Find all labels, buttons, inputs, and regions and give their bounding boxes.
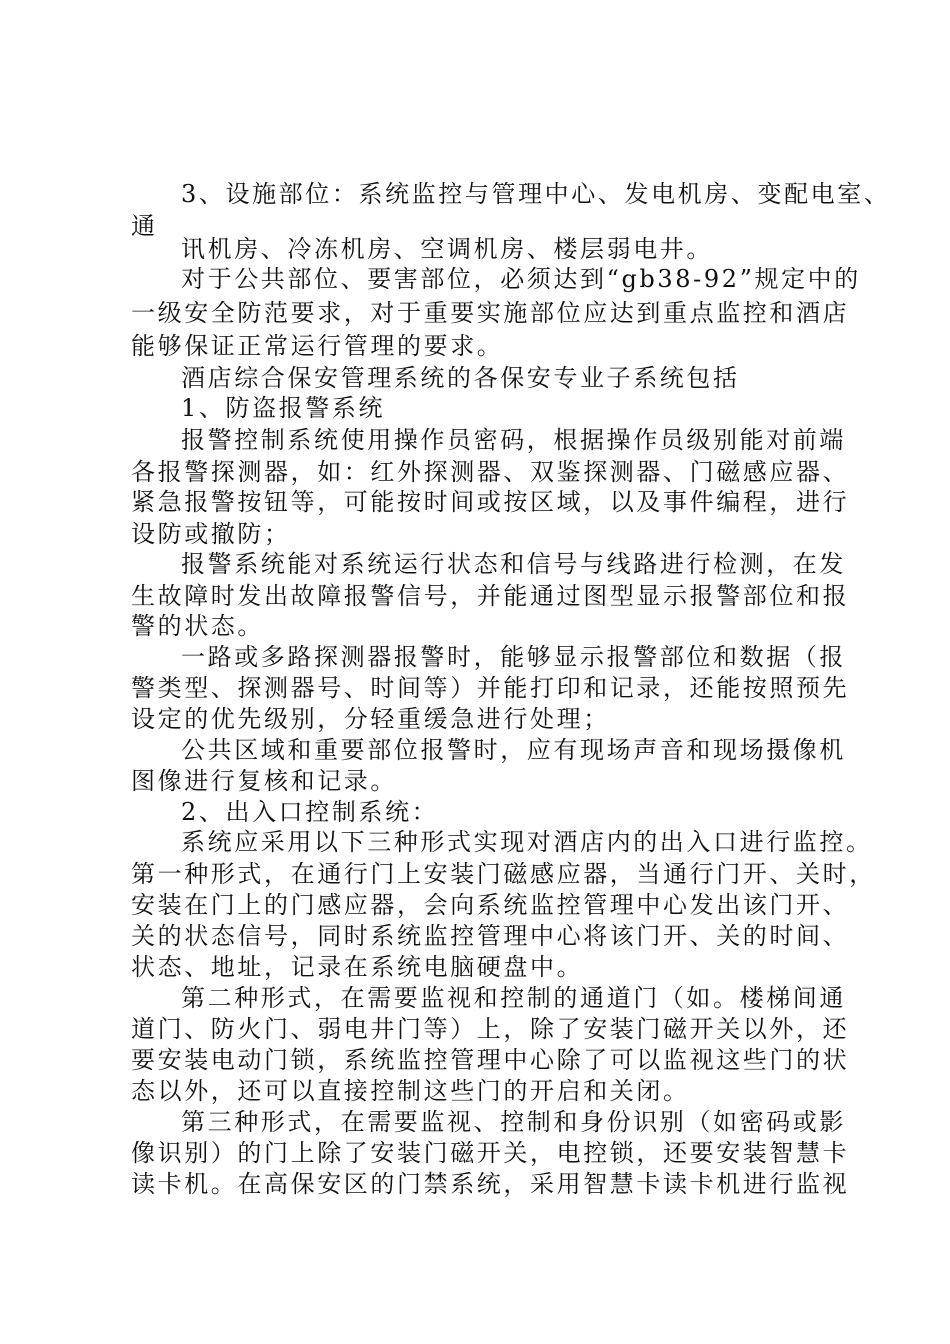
text-line: 系统应采用以下三种形式实现对酒店内的出入口进行监控。	[181, 828, 873, 856]
text-line: 报警系统能对系统运行状态和信号与线路进行检测，在发	[181, 550, 846, 578]
text-line: 态以外，还可以直接控制这些门的开启和关闭。	[131, 1077, 690, 1105]
text-line: 通	[131, 212, 158, 240]
text-line: 要安装电动门锁，系统监控管理中心除了可以监视这些门的状	[131, 1046, 850, 1074]
section-heading: 1、防盗报警系统	[181, 394, 386, 422]
text-line: 警类型、探测器号、时间等）并能打印和记录，还能按照预先	[131, 674, 850, 702]
text-line: 生故障时发出故障报警信号，并能通过图型显示报警部位和报	[131, 582, 850, 610]
text-line: 读卡机。在高保安区的门禁系统，采用智慧卡读卡机进行监视	[131, 1170, 850, 1198]
text-line: 警的状态。	[131, 612, 264, 640]
text-line: 像识别）的门上除了安装门磁开关，电控锁，还要安装智慧卡	[131, 1139, 850, 1167]
text-line: 第三种形式，在需要监视、控制和身份识别（如密码或影	[181, 1108, 846, 1136]
text-line: 关的状态信号，同时系统监控管理中心将该门开、关的时间、	[131, 922, 850, 950]
text-line: 对于公共部位、要害部位，必须达到“gb38-92”规定中的	[181, 265, 861, 293]
text-line: 一级安全防范要求，对于重要实施部位应达到重点监控和酒店	[131, 299, 850, 327]
text-line: 讯机房、冷冻机房、空调机房、楼层弱电井。	[181, 235, 713, 263]
section-heading: 2、出入口控制系统：	[181, 798, 439, 826]
text-line: 酒店综合保安管理系统的各保安专业子系统包括	[181, 364, 740, 392]
text-line: 安装在门上的门感应器，会向系统监控管理中心发出该门开、	[131, 891, 850, 919]
text-line: 紧急报警按钮等，可能按时间或按区域，以及事件编程，进行	[131, 488, 850, 516]
text-line: 报警控制系统使用操作员密码，根据操作员级别能对前端	[181, 426, 846, 454]
text-line: 第一种形式，在通行门上安装门磁感应器，当通行门开、关时，	[131, 860, 876, 888]
text-line: 公共区域和重要部位报警时，应有现场声音和现场摄像机	[181, 736, 846, 764]
text-line: 设防或撤防；	[131, 520, 291, 548]
text-line: 图像进行复核和记录。	[131, 767, 397, 795]
text-line: 设定的优先级别，分轻重缓急进行处理；	[131, 705, 610, 733]
text-line: 状态、地址，记录在系统电脑硬盘中。	[131, 953, 584, 981]
text-line: 道门、防火门、弱电井门等）上，除了安装门磁开关以外，还	[131, 1015, 850, 1043]
text-line: 能够保证正常运行管理的要求。	[131, 332, 504, 360]
text-line: 3、设施部位：系统监控与管理中心、发电机房、变配电室、	[181, 180, 891, 208]
text-line: 第二种形式，在需要监视和控制的通道门（如。楼梯间通	[181, 984, 846, 1012]
text-line: 一路或多路探测器报警时，能够显示报警部位和数据（报	[181, 643, 846, 671]
text-line: 各报警探测器，如：红外探测器、双鉴探测器、门磁感应器、	[131, 458, 850, 486]
